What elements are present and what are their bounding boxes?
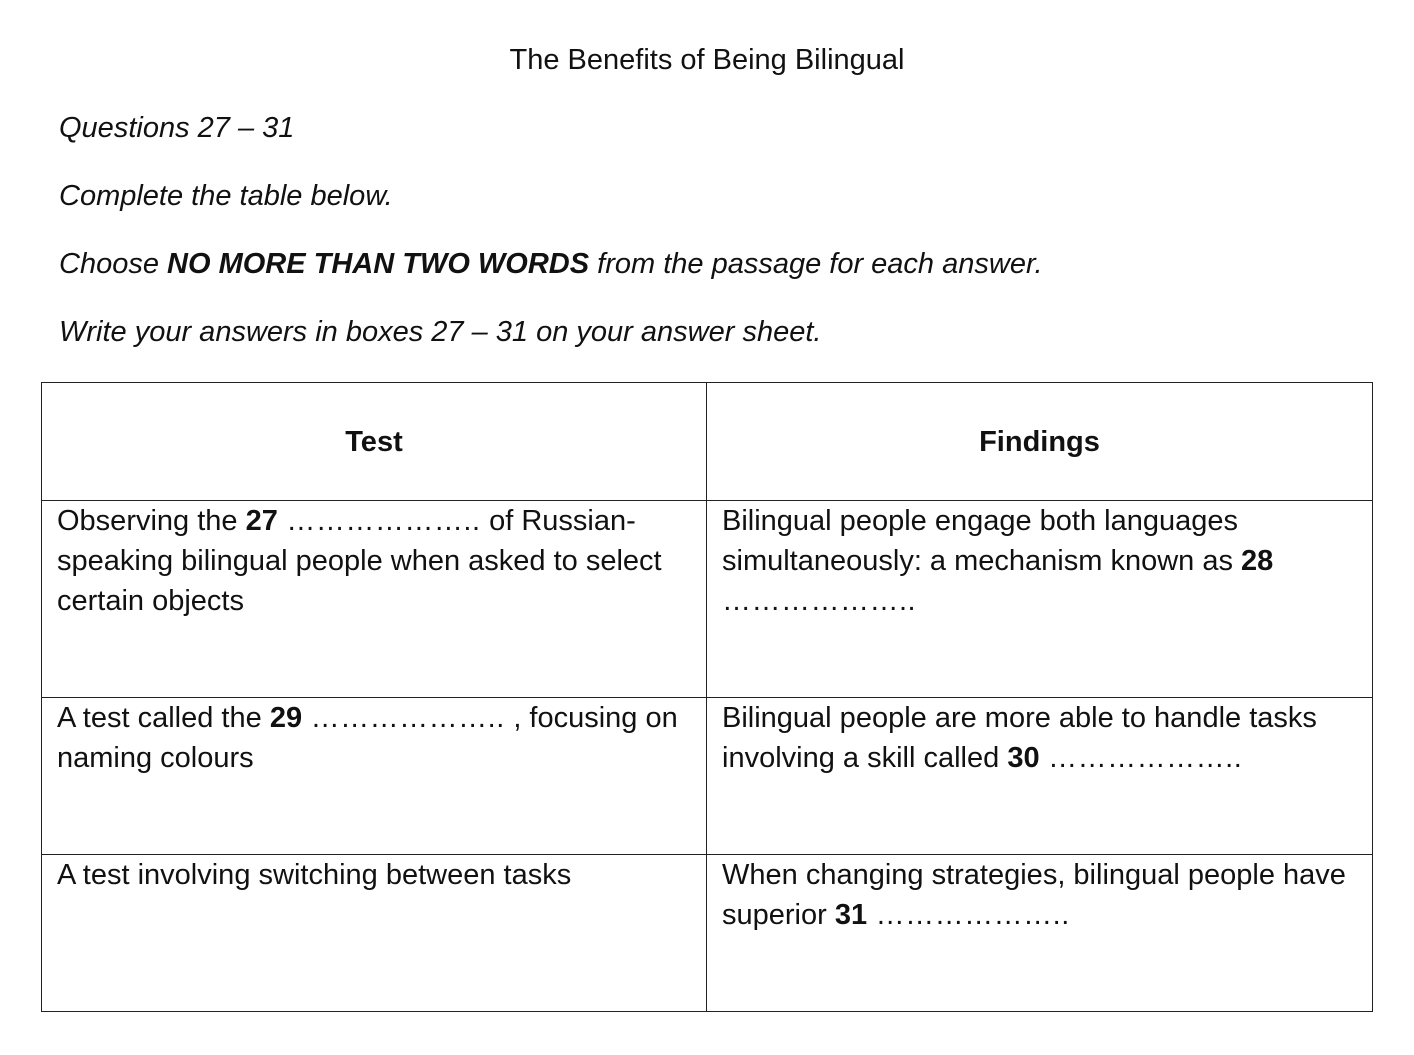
cell-text: Bilingual people engage both languages simultaneously: a mechanism known as xyxy=(722,505,1242,577)
questions-range: Questions 27 – 31 xyxy=(59,112,295,144)
header-test: Test xyxy=(42,383,707,501)
question-number-29: 29 xyxy=(269,702,303,734)
cell-text: Bilingual people are more able to handle tasks involving a skill called xyxy=(722,702,1317,774)
answer-blank-28: ……………….. xyxy=(722,585,917,617)
question-number-31: 31 xyxy=(834,899,868,931)
answer-blank-31: ……………….. xyxy=(867,899,1070,931)
cell-text: Observing the xyxy=(57,505,246,537)
answer-blank-29: ……………….. xyxy=(302,702,514,734)
findings-cell xyxy=(707,855,1373,1012)
answer-table xyxy=(41,382,1373,1012)
complete-instruction: Complete the table below. xyxy=(59,180,393,212)
table-row xyxy=(42,501,1373,698)
question-number-27: 27 xyxy=(245,505,278,537)
question-number-30: 30 xyxy=(1007,742,1040,774)
cell-text: of Russian-speaking bilingual people when asked to select certain objects xyxy=(57,505,662,617)
cell-text: When changing strategies, bilingual people have superior xyxy=(722,859,1346,931)
question-number-28: 28 xyxy=(1241,545,1274,577)
word-limit-instruction xyxy=(59,246,1043,282)
choose-suffix: from the passage for each answer. xyxy=(589,248,1043,280)
cell-text: A test called the xyxy=(57,702,270,734)
test-cell xyxy=(42,501,707,698)
answer-sheet-instruction: Write your answers in boxes 27 – 31 on your answer sheet. xyxy=(59,316,822,348)
cell-text: A test involving switching between tasks xyxy=(57,859,572,891)
findings-cell xyxy=(707,698,1373,855)
choose-prefix: Choose xyxy=(59,248,168,280)
test-cell xyxy=(42,698,707,855)
header-findings: Findings xyxy=(707,383,1373,501)
table-row xyxy=(42,855,1373,1012)
word-limit-emphasis: NO MORE THAN TWO WORDS xyxy=(167,248,590,280)
page-title: The Benefits of Being Bilingual xyxy=(509,44,905,76)
findings-cell xyxy=(707,501,1373,698)
cell-text: , focusing on naming colours xyxy=(57,702,678,774)
answer-blank-30: ……………….. xyxy=(1039,742,1243,774)
table-row xyxy=(42,698,1373,855)
table-header-row xyxy=(42,383,1373,501)
answer-blank-27: ……………….. xyxy=(277,505,490,537)
test-cell xyxy=(42,855,707,1012)
